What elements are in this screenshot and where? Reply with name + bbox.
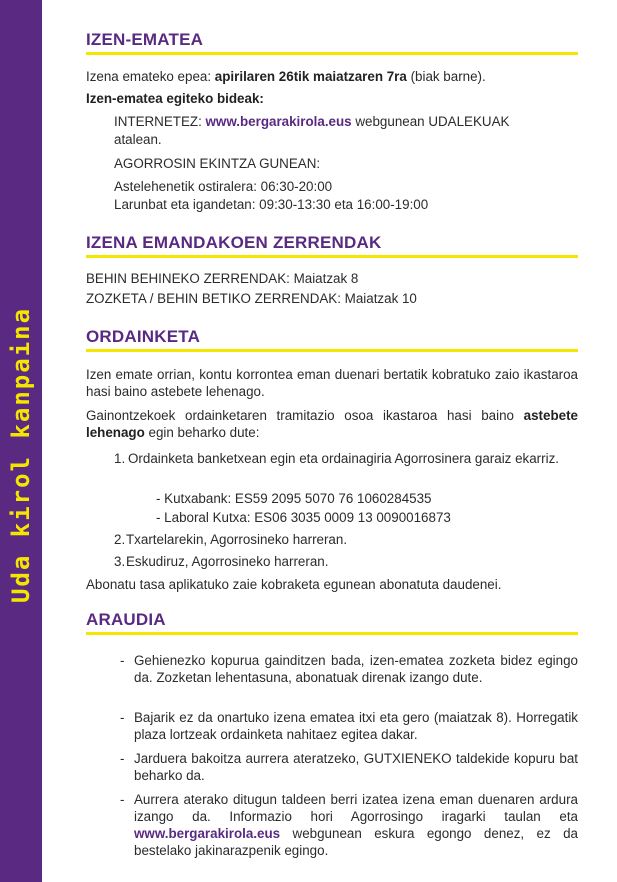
- bideak-text: Izen-ematea egiteko bideak:: [86, 91, 264, 106]
- internetez-line2: atalean.: [114, 132, 162, 147]
- item1-text: Ordainketa banketxean egin eta ordainagiria Agorrosinera garaiz ekarriz.: [128, 451, 559, 466]
- rule-3: Jarduera bakoitza aurrera ateratzeko, GUTXIENEKO taldekide kopuru bat beharko da.: [134, 751, 578, 783]
- p2-prefix: Gainontzekoek ordainketaren tramitazio osoa ikastaroa hasi baino: [86, 408, 524, 423]
- astelehen-hours: Astelehenetik ostiralera: 06:30-20:00: [114, 179, 333, 194]
- ordainketa-p2: [86, 407, 578, 441]
- rule-dash: -: [120, 792, 125, 807]
- rule-dash: -: [120, 710, 125, 725]
- internetez-suffix: webgunean UDALEKUAK: [351, 114, 510, 129]
- ordainketa-p1: Izen emate orrian, kontu korrontea eman duenari bertatik kobratuko zaio ikastaroa hasi baino astebete lehenago.: [86, 367, 578, 399]
- item3-text: Eskudiruz, Agorrosineko harreran.: [126, 554, 329, 569]
- rule-4-suffix: webgunean eskura egongo denez, ez da bestelako jakinarazpenik egingo.: [134, 826, 578, 858]
- section-heading-izen-ematea: IZEN-EMATEA: [86, 30, 578, 55]
- p2-bold: astebete lehenago: [86, 408, 578, 440]
- rule-dash: -: [120, 751, 125, 766]
- item2-text: Txartelarekin, Agorrosineko harreran.: [126, 532, 348, 547]
- section-heading-ordainketa: ORDAINKETA: [86, 327, 578, 352]
- bideak-label: [86, 90, 264, 107]
- item3-number: 3.: [114, 554, 126, 569]
- rule-dash: -: [120, 653, 125, 668]
- bergarakirola-link-2[interactable]: www.bergarakirola.eus: [134, 826, 281, 841]
- p2-suffix: egin beharko dute:: [144, 425, 260, 440]
- laboral-iban: - Laboral Kutxa: ES06 3035 0009 13 0090016873: [156, 510, 451, 525]
- bergarakirola-link[interactable]: www.bergarakirola.eus: [205, 114, 352, 129]
- item2-number: 2.: [114, 532, 126, 547]
- agorrosin-label: AGORROSIN EKINTZA GUNEAN:: [114, 156, 321, 171]
- rule-1: Gehienezko kopurua gainditzen bada, izen-ematea zozketa bidez egingo da. Zozketan lehentasuna, abonatuak direnak izango dute.: [134, 653, 578, 685]
- larunbat-hours: Larunbat eta igandetan: 09:30-13:30 eta 16:00-19:00: [114, 197, 429, 212]
- rule-4-prefix: Aurrera aterako ditugun taldeen berri izatea izena eman duenaren ardura izango da. Informazio hori Agorrosingo iragarki taulan eta: [134, 792, 578, 824]
- rule-2: Bajarik ez da onartuko izena ematea itxi eta gero (maiatzak 8). Horregatik plaza lortzeak ordainketa nahitaez egitea dakar.: [134, 710, 578, 742]
- epea-suffix: (biak barne).: [406, 69, 486, 84]
- item1-number: 1.: [114, 451, 126, 466]
- epea-prefix: Izena emateko epea:: [86, 69, 215, 84]
- kutxabank-iban: - Kutxabank: ES59 2095 5070 76 1060284535: [156, 491, 432, 506]
- rule-4: [134, 791, 578, 859]
- internetez-line: [114, 113, 509, 130]
- sidebar-title: Uda kirol kanpaina: [7, 306, 35, 604]
- epea-line: [86, 68, 486, 85]
- section-heading-zerrendak: IZENA EMANDAKOEN ZERRENDAK: [86, 233, 578, 258]
- abonatu-note: Abonatu tasa aplikatuko zaie kobraketa egunean abonatuta daudenei.: [86, 577, 502, 592]
- sidebar-band: [0, 0, 42, 882]
- section-heading-araudia: ARAUDIA: [86, 610, 578, 635]
- zozketa-line: ZOZKETA / BEHIN BETIKO ZERRENDAK: Maiatzak 10: [86, 291, 417, 306]
- epea-dates: apirilaren 26tik maiatzaren 7ra: [214, 69, 407, 84]
- internetez-prefix: INTERNETEZ:: [114, 114, 206, 129]
- behin-behineko-line: BEHIN BEHINEKO ZERRENDAK: Maiatzak 8: [86, 271, 359, 286]
